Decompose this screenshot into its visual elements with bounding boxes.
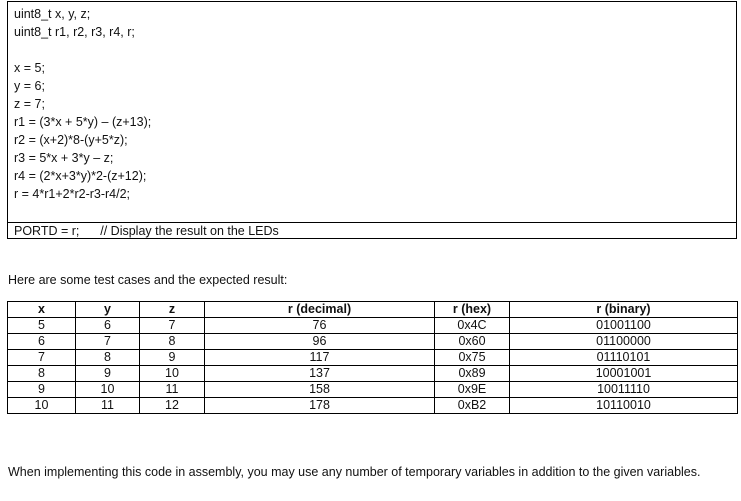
header-r-binary: r (binary) (510, 302, 738, 318)
cell-r-decimal: 117 (205, 350, 435, 366)
cell-r-decimal: 137 (205, 366, 435, 382)
table-row (8, 318, 738, 334)
code-line: y = 6; (14, 79, 45, 93)
header-x: x (8, 302, 76, 318)
table-header-row (8, 302, 738, 318)
cell-r-hex: 0x4C (435, 318, 510, 334)
cell-z: 7 (140, 318, 205, 334)
portd-line: PORTD = r; // Display the result on the LEDs (14, 224, 279, 238)
cell-y: 9 (76, 366, 140, 382)
cell-x: 9 (8, 382, 76, 398)
code-line: r = 4*r1+2*r2-r3-r4/2; (14, 187, 131, 201)
header-r-hex: r (hex) (435, 302, 510, 318)
code-line: z = 7; (14, 97, 45, 111)
cell-z: 8 (140, 334, 205, 350)
cell-y: 6 (76, 318, 140, 334)
cell-z: 10 (140, 366, 205, 382)
table-row (8, 350, 738, 366)
code-line: r3 = 5*x + 3*y – z; (14, 151, 114, 165)
header-z: z (140, 302, 205, 318)
intro-text: Here are some test cases and the expected result: (8, 273, 288, 287)
cell-r-decimal: 158 (205, 382, 435, 398)
code-block (7, 1, 737, 239)
cell-x: 10 (8, 398, 76, 414)
cell-r-hex: 0xB2 (435, 398, 510, 414)
cell-y: 10 (76, 382, 140, 398)
table-row (8, 366, 738, 382)
code-line: r2 = (x+2)*8-(y+5*z); (14, 133, 128, 147)
outro-text: When implementing this code in assembly, you may use any number of temporary variables in addition to the given variables. (8, 465, 701, 479)
cell-y: 7 (76, 334, 140, 350)
table-row (8, 398, 738, 414)
cell-x: 6 (8, 334, 76, 350)
cell-x: 8 (8, 366, 76, 382)
cell-x: 5 (8, 318, 76, 334)
code-line: r4 = (2*x+3*y)*2-(z+12); (14, 169, 147, 183)
cell-r-decimal: 96 (205, 334, 435, 350)
code-line: uint8_t r1, r2, r3, r4, r; (14, 25, 135, 39)
test-cases-table (7, 301, 738, 414)
cell-r-decimal: 76 (205, 318, 435, 334)
cell-z: 9 (140, 350, 205, 366)
cell-r-binary: 10001001 (510, 366, 738, 382)
cell-r-hex: 0x60 (435, 334, 510, 350)
cell-r-hex: 0x75 (435, 350, 510, 366)
cell-z: 11 (140, 382, 205, 398)
cell-y: 11 (76, 398, 140, 414)
cell-r-hex: 0x89 (435, 366, 510, 382)
cell-r-decimal: 178 (205, 398, 435, 414)
cell-x: 7 (8, 350, 76, 366)
code-line: r1 = (3*x + 5*y) – (z+13); (14, 115, 152, 129)
cell-r-binary: 01100000 (510, 334, 738, 350)
cell-y: 8 (76, 350, 140, 366)
header-r-decimal: r (decimal) (205, 302, 435, 318)
cell-r-binary: 10110010 (510, 398, 738, 414)
code-line: uint8_t x, y, z; (14, 7, 91, 21)
portd-section (8, 222, 736, 239)
cell-r-binary: 01110101 (510, 350, 738, 366)
cell-z: 12 (140, 398, 205, 414)
cell-r-binary: 01001100 (510, 318, 738, 334)
code-line: x = 5; (14, 61, 45, 75)
table-row (8, 382, 738, 398)
table-row (8, 334, 738, 350)
cell-r-hex: 0x9E (435, 382, 510, 398)
header-y: y (76, 302, 140, 318)
cell-r-binary: 10011110 (510, 382, 738, 398)
